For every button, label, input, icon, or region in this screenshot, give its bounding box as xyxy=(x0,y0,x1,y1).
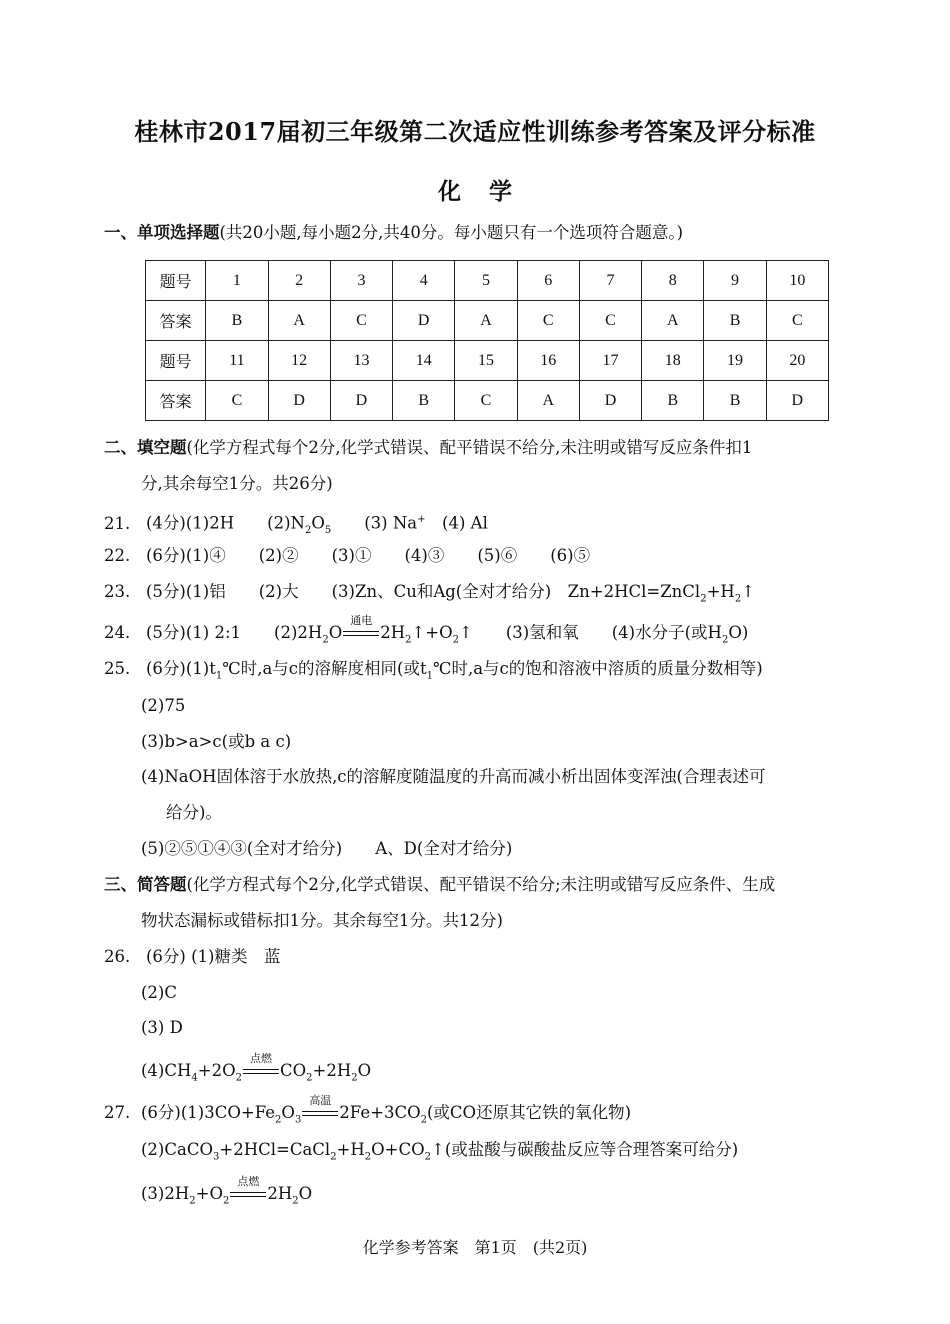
table-cell: D xyxy=(268,381,330,421)
subscript: 2 xyxy=(452,634,460,646)
question-22 xyxy=(104,545,590,567)
answer-text: (4)CH xyxy=(141,1061,192,1080)
subscript: 1 xyxy=(215,670,223,682)
answer-text: (4分)(1)2H (2)N xyxy=(146,513,305,533)
answer-text: ↑+O xyxy=(411,623,453,642)
subscript: 3 xyxy=(294,1114,302,1126)
answer-text: (5分)(1)铝 (2)大 (3)Zn、Cu和Ag(全对才给分) Zn+2HCl=ZnCl xyxy=(146,582,701,601)
question-number: 25. xyxy=(104,659,131,678)
answer-text: O xyxy=(298,1184,313,1203)
subscript: 2 xyxy=(420,1114,427,1126)
table-cell: 5 xyxy=(455,261,517,301)
answer-text: (3)2H xyxy=(141,1184,190,1203)
row-label: 题号 xyxy=(146,341,206,381)
table-cell: 14 xyxy=(393,341,455,381)
answer-text: 2H xyxy=(380,623,406,642)
row-label: 题号 xyxy=(146,261,206,301)
question-25-part2: (2)75 xyxy=(141,696,186,715)
answer-text: (或CO还原其它铁的氧化物) xyxy=(426,1103,632,1122)
table-cell: D xyxy=(766,381,828,421)
condition-label: 点燃 xyxy=(237,1175,260,1188)
question-26 xyxy=(104,946,281,968)
section3-note-line1: (化学方程式每个2分,化学式错误、配平错误不给分;未注明或错写反应条件、生成 xyxy=(186,875,776,894)
table-cell: 18 xyxy=(642,341,704,381)
table-cell: D xyxy=(393,301,455,341)
answer-text: (4) Al xyxy=(425,513,488,533)
question-number: 21. xyxy=(104,513,131,533)
table-cell: A xyxy=(642,301,704,341)
table-cell: A xyxy=(455,301,517,341)
answer-text: O xyxy=(357,1061,372,1080)
subscript: 2 xyxy=(351,1072,358,1084)
question-number: 23. xyxy=(104,582,131,601)
table-cell: 17 xyxy=(579,341,641,381)
subscript: 2 xyxy=(700,593,707,605)
question-27 xyxy=(104,1094,632,1131)
table-cell: A xyxy=(517,381,579,421)
reaction-condition xyxy=(342,614,380,644)
table-cell: 13 xyxy=(330,341,392,381)
condition-label: 高温 xyxy=(309,1094,332,1107)
answer-text: O xyxy=(281,1103,295,1122)
answer-text: ℃时,a与c的溶解度相同(或t xyxy=(222,659,427,678)
question-number: 27. xyxy=(104,1103,131,1122)
answer-text: O) xyxy=(728,623,749,642)
question-27-part3 xyxy=(141,1175,313,1212)
subscript: 2 xyxy=(424,1151,432,1163)
question-number: 26. xyxy=(104,947,131,966)
subscript: 2 xyxy=(304,524,312,536)
subscript: 2 xyxy=(189,1195,196,1207)
subscript: 2 xyxy=(364,1151,372,1163)
page-footer: 化学参考答案 第1页 (共2页) xyxy=(362,1238,588,1257)
section3-note-line2: 物状态漏标或错标扣1分。其余每空1分。共12分) xyxy=(141,911,503,930)
subscript: 2 xyxy=(292,1195,299,1207)
reaction-condition xyxy=(301,1094,339,1124)
section1-note: (共20小题,每小题2分,共40分。每小题只有一个选项符合题意。) xyxy=(219,223,684,242)
answer-text: 2Fe+3CO xyxy=(339,1103,421,1122)
reaction-condition xyxy=(229,1175,267,1205)
answer-text: (3) Na xyxy=(331,513,418,533)
table-cell: 4 xyxy=(393,261,455,301)
table-cell: C xyxy=(579,301,641,341)
answer-text: ↑ xyxy=(741,582,756,601)
table-cell: 12 xyxy=(268,341,330,381)
subject-heading: 化学 xyxy=(438,178,540,205)
answer-text: +O xyxy=(195,1184,223,1203)
subscript: 5 xyxy=(324,524,332,536)
question-21 xyxy=(104,509,488,542)
section2-note-line2: 分,其余每空1分。共26分) xyxy=(141,474,333,493)
question-26-part4 xyxy=(141,1052,372,1089)
section2-header xyxy=(104,437,752,459)
table-cell: C xyxy=(206,381,268,421)
answer-text: O xyxy=(328,623,343,642)
answer-text: ↑ (3)氢和氧 (4)水分子(或H xyxy=(459,623,722,642)
table-cell: D xyxy=(330,381,392,421)
section2-note-line1: (化学方程式每个2分,化学式错误、配平错误不给分,未注明或错写反应条件扣1 xyxy=(186,438,753,457)
question-25-part3: (3)b>a>c(或b a c) xyxy=(141,732,292,751)
answer-text: (6分)(1)3CO+Fe xyxy=(141,1103,276,1122)
answer-table xyxy=(145,260,829,421)
table-cell: B xyxy=(704,301,766,341)
table-cell: 3 xyxy=(330,261,392,301)
subscript: 2 xyxy=(235,1072,242,1084)
superscript: + xyxy=(417,514,426,525)
table-row xyxy=(146,341,829,381)
subscript: 3 xyxy=(213,1151,220,1163)
table-cell: 16 xyxy=(517,341,579,381)
answer-text: O+CO xyxy=(371,1140,425,1159)
subscript: 2 xyxy=(322,634,329,646)
question-24 xyxy=(104,614,749,651)
table-row xyxy=(146,261,829,301)
table-cell: C xyxy=(517,301,579,341)
section3-header xyxy=(104,874,775,896)
table-cell: B xyxy=(393,381,455,421)
subscript: 2 xyxy=(721,634,729,646)
table-cell: D xyxy=(579,381,641,421)
table-cell: 11 xyxy=(206,341,268,381)
table-row xyxy=(146,301,829,341)
question-25-part5: (5)②⑤①④③(全对才给分) A、D(全对才给分) xyxy=(141,839,513,858)
page-title: 桂林市2017届初三年级第二次适应性训练参考答案及评分标准 xyxy=(134,117,816,146)
subscript: 2 xyxy=(734,593,742,605)
subscript: 2 xyxy=(223,1195,230,1207)
table-cell: 8 xyxy=(642,261,704,301)
question-26-part2: (2)C xyxy=(141,983,177,1002)
answer-text: 2H xyxy=(267,1184,293,1203)
condition-label: 通电 xyxy=(350,614,373,627)
answer-text: (2)CaCO xyxy=(141,1140,213,1159)
table-cell: 2 xyxy=(268,261,330,301)
table-cell: C xyxy=(330,301,392,341)
table-cell: A xyxy=(268,301,330,341)
table-cell: 20 xyxy=(766,341,828,381)
table-cell: B xyxy=(704,381,766,421)
subscript: 2 xyxy=(330,1151,337,1163)
question-23 xyxy=(104,581,755,610)
table-cell: B xyxy=(642,381,704,421)
question-number: 24. xyxy=(104,623,131,642)
condition-label: 点燃 xyxy=(250,1052,272,1065)
table-cell: C xyxy=(455,381,517,421)
table-cell: C xyxy=(766,301,828,341)
table-cell: 9 xyxy=(704,261,766,301)
answer-text: (6分)(1)t xyxy=(146,659,216,678)
row-label: 答案 xyxy=(146,381,206,421)
question-25 xyxy=(104,658,763,687)
question-27-part2 xyxy=(141,1139,738,1168)
table-cell: 1 xyxy=(206,261,268,301)
table-cell: 19 xyxy=(704,341,766,381)
answer-text: (6分)(1)④ (2)② (3)① (4)③ (5)⑥ (6)⑤ xyxy=(146,546,591,565)
subscript: 4 xyxy=(191,1072,198,1084)
answer-text: +H xyxy=(706,582,735,601)
question-25-part4-cont: 给分)。 xyxy=(166,803,222,822)
answer-text: (6分) (1)糖类 蓝 xyxy=(146,947,281,966)
subscript: 2 xyxy=(275,1114,282,1126)
section2-heading: 二、填空题 xyxy=(104,438,187,457)
answer-text: ↑(或盐酸与碳酸盐反应等合理答案可给分) xyxy=(431,1140,739,1159)
answer-text: CO xyxy=(280,1061,307,1080)
subscript: 2 xyxy=(306,1072,313,1084)
answer-text: O xyxy=(311,513,325,533)
answer-text: ℃时,a与c的饱和溶液中溶质的质量分数相等) xyxy=(433,659,763,678)
table-cell: 6 xyxy=(517,261,579,301)
reaction-condition xyxy=(242,1052,280,1082)
answer-text: +2H xyxy=(312,1061,352,1080)
table-cell: 7 xyxy=(579,261,641,301)
table-cell: 15 xyxy=(455,341,517,381)
subscript: 2 xyxy=(405,634,412,646)
table-row xyxy=(146,381,829,421)
section1-heading: 一、单项选择题 xyxy=(104,223,220,242)
answer-text: (5分)(1) 2:1 (2)2H xyxy=(146,623,323,642)
table-cell: B xyxy=(206,301,268,341)
section1-header xyxy=(104,222,683,244)
table-cell: 10 xyxy=(766,261,828,301)
answer-text: +H xyxy=(336,1140,365,1159)
question-26-part3: (3) D xyxy=(141,1018,183,1037)
answer-text: +2HCl=CaCl xyxy=(219,1140,331,1159)
row-label: 答案 xyxy=(146,301,206,341)
section3-heading: 三、简答题 xyxy=(104,875,187,894)
question-number: 22. xyxy=(104,546,131,565)
answer-text: +2O xyxy=(197,1061,236,1080)
subscript: 1 xyxy=(426,670,433,682)
question-25-part4: (4)NaOH固体溶于水放热,c的溶解度随温度的升高而减小析出固体变浑浊(合理表述可 xyxy=(141,767,766,786)
